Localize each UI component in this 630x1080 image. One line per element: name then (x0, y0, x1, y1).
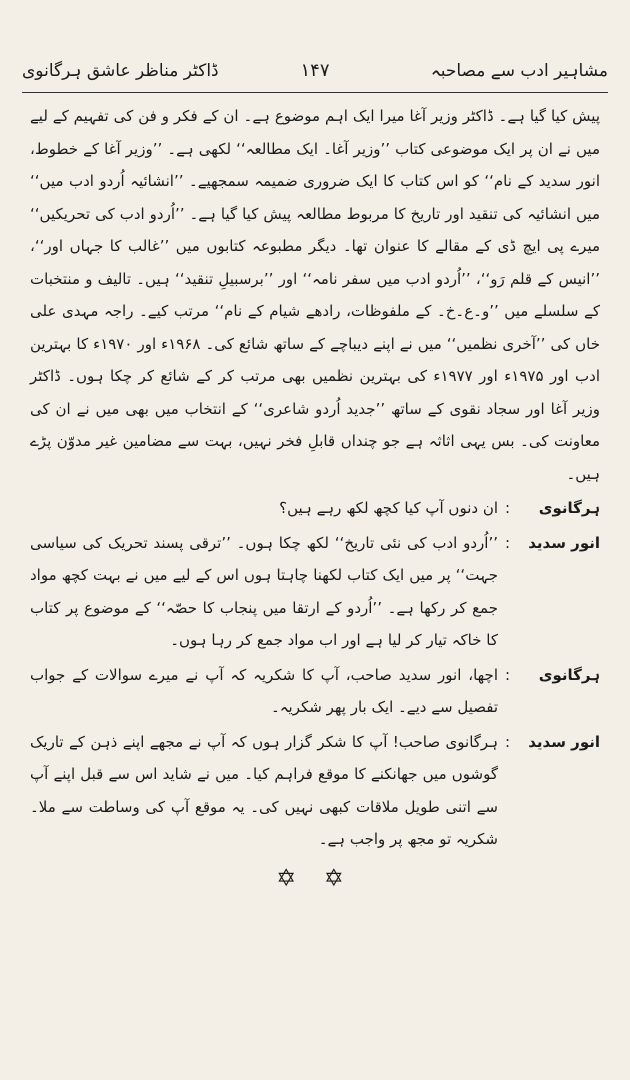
dialog-row-4 (30, 726, 600, 856)
star-ornament-icon: ✡ ✡ (276, 863, 354, 892)
book-title: مشاہیر ادب سے مصاحبہ (430, 61, 608, 81)
speaker-name: ہرگانوی (538, 665, 600, 684)
dialog-row-2 (30, 527, 600, 657)
speaker-colon: : (504, 665, 510, 684)
page-number: ۱۴۷ (300, 60, 330, 81)
running-header (22, 58, 608, 93)
dialog-text: اچھا، انور سدید صاحب، آپ کا شکریہ کہ آپ نے میرے سوالات کے جواب تفصیل سے دیے۔ ایک بار پھر شکریہ۔ (30, 665, 498, 716)
speaker-colon: : (504, 533, 510, 552)
speaker-name: ہرگانوی (538, 499, 600, 517)
speaker-name: انور سدید (528, 533, 600, 552)
dialog-row-1 (30, 492, 600, 525)
dialog-row-3 (30, 659, 600, 724)
dialog-text: ’’اُردو ادب کی نئی تاریخ‘‘ لکھ چکا ہوں۔ ’’ترقی پسند تحریک کی سیاسی جہت‘‘ پر میں ایک کتاب لکھنا چاہتا ہوں اس کے لیے میں نے بہت کچھ مواد جمع کر رکھا ہے۔ ’’اُردو کے ارتقا میں پنجاب کا حصّہ‘‘ کے موضوع پر کتاب کا خاکہ تیار کر لیا ہے اور اب مواد جمع کر رہا ہوں۔ (30, 533, 498, 649)
page-body (30, 100, 600, 1020)
speaker-colon: : (504, 499, 510, 517)
intro-paragraph (30, 100, 600, 490)
dialog-section (30, 492, 600, 856)
dialog-text: ہرگانوی صاحب! آپ کا شکر گزار ہوں کہ آپ نے مجھے اپنے ذہن کے تاریک گوشوں میں جھانکنے کا موقع فراہم کیا۔ میں نے شاید اس سے قبل اپنے آپ سے اتنی طویل ملاقات کبھی نہیں کی۔ یہ موقع آپ کی وساطت سے ملا۔ شکریہ تو مجھ پر واجب ہے۔ (30, 732, 498, 848)
author-name: ڈاکٹر مناظر عاشق ہرگانوی (22, 61, 219, 81)
dialog-text: ان دنوں آپ کیا کچھ لکھ رہے ہیں؟ (279, 499, 498, 517)
speaker-colon: : (504, 732, 510, 751)
speaker-name: انور سدید (528, 732, 600, 751)
paragraph-text: پیش کیا گیا ہے۔ ڈاکٹر وزیر آغا میرا ایک اہم موضوع ہے۔ ان کے فکر و فن کی تفہیم کے لیے میں نے ان پر ایک موضوعی کتاب ’’وزیر آغا۔ ایک مطالعہ‘‘ لکھی ہے۔ ’’وزیر آغا کے خطوط، انور سدید کے نام‘‘ کو اس کتاب کا ایک ضروری ضمیمہ سمجھیے۔ ’’انشائیہ اُردو ادب میں‘‘ میں انشائیہ کی تنقید اور تاریخ کا مربوط مطالعہ پیش کیا گیا ہے۔ ’’اُردو ادب کی تحریکیں‘‘ میرے پی ایچ ڈی کے مقالے کا عنوان تھا۔ دیگر مطبوعہ کتابوں میں ’’غالب کا جہاں اور‘‘، ’’انیس کے قلم رَو‘‘، ’’اُردو ادب میں سفر نامہ‘‘ اور ’’برسبیلِ تنقید‘‘ ہیں۔ تالیف و منتخبات کے سلسلے میں ’’و۔ع۔خ۔ کے ملفوظات، رادھے شیام کے نام‘‘ مرتب کیے۔ راجہ مہدی علی خاں کی ’’آخری نظمیں‘‘ میں نے اپنے دیباچے کے ساتھ شائع کی۔ ۱۹۶۸ء اور ۱۹۷۰ء کا بہترین ادب اور ۱۹۷۵ء اور ۱۹۷۷ء کی بہترین نظمیں بھی مرتب کر کے شائع کر چکا ہوں۔ ڈاکٹر وزیر آغا اور سجاد نقوی کے ساتھ ’’جدید اُردو شاعری‘‘ کے انتخاب میں بھی میں نے ان کی معاونت کی۔ بس یہی اثاثہ ہے جو چنداں قابلِ فخر نہیں، بہت سے مضامین غیر مدوّن پڑے ہیں۔ (30, 107, 601, 483)
